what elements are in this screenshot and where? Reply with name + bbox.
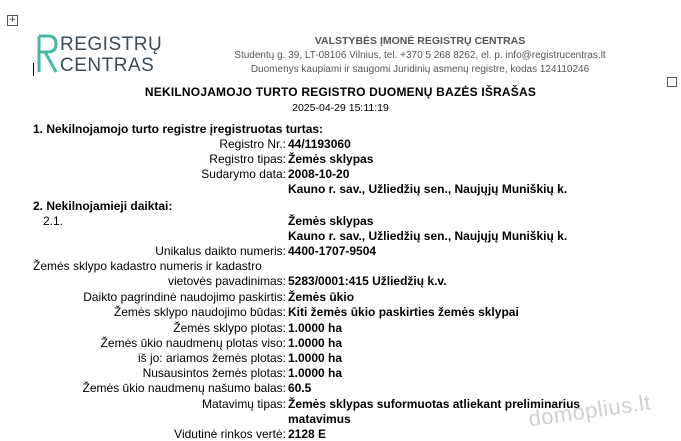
logo-line2: CENTRAS [60, 55, 155, 76]
row-label: Žemės sklypo plotas: [173, 321, 286, 335]
row-value: Žemės sklypas [288, 152, 374, 166]
row-value: 1.0000 ha [288, 351, 343, 365]
registru-centras-logo [36, 34, 166, 78]
section2-heading: 2. Nekilnojamieji daiktai: [33, 199, 173, 213]
table-row [0, 152, 681, 166]
row-label: Vidutinė rinkos vertė: [174, 427, 286, 441]
row-label: Žemės ūkio naudmenų našumo balas: [82, 381, 286, 395]
row-label: Daikto pagrindinė naudojimo paskirtis: [83, 290, 286, 304]
table-row [0, 336, 681, 350]
table-move-handle-icon[interactable]: + [8, 15, 17, 25]
item-number: 2.1. [43, 214, 64, 228]
row-value: Žemės sklypas suformuotas atliekant preliminarius [288, 397, 581, 411]
watermark: domoplius.lt [526, 389, 653, 432]
table-row [0, 366, 681, 380]
cadastre-label-line2: vietovės pavadinimas: [167, 274, 286, 288]
row-value: 2128 E [288, 427, 327, 441]
row-label: Žemės sklypo naudojimo būdas: [113, 305, 286, 319]
logo-text [60, 34, 162, 76]
table-row [0, 137, 681, 151]
table-row [0, 381, 681, 395]
row-value: 60.5 [288, 381, 312, 395]
table-row [0, 214, 681, 228]
row-value: 1.0000 ha [288, 321, 343, 335]
table-row [0, 321, 681, 335]
org-name: VALSTYBĖS ĮMONĖ REGISTRŲ CENTRAS [314, 35, 526, 47]
row-value: 1.0000 ha [288, 336, 343, 350]
org-note: Duomenys kaupiami ir saugomi Juridinių asmenų registre, kodas 124110246 [250, 64, 590, 75]
table-row [0, 274, 681, 288]
row-label: Unikalus daikto numeris: [155, 244, 286, 258]
table-row [0, 290, 681, 304]
row-label: Sudarymo data: [201, 167, 286, 181]
cadastre-label-line1: Žemės sklypo kadastro numeris ir kadastro [33, 259, 262, 273]
row-value: 44/1193060 [288, 137, 351, 151]
text-cursor [33, 63, 34, 76]
section1-heading: 1. Nekilnojamojo turto registre įregistruotas turtas: [33, 122, 324, 136]
row-label: iš jo: ariamos žemės plotas: [137, 351, 286, 365]
row-value: Kiti žemės ūkio paskirties žemės sklypai [288, 305, 519, 319]
row-value-continued: matavimus [288, 412, 351, 426]
row-value: Kauno r. sav., Užliedžių sen., Naujųjų Muniškių k. [288, 182, 568, 196]
logo-mark-icon [36, 34, 58, 76]
logo-line1: REGISTRŲ [60, 34, 163, 55]
item-type: Žemės sklypas [288, 214, 374, 228]
document-title: NEKILNOJAMOJO TURTO REGISTRO DUOMENŲ BAZĖS IŠRAŠAS [144, 85, 537, 99]
table-row [0, 229, 681, 243]
row-label: Registro tipas: [209, 152, 286, 166]
row-value: 1.0000 ha [288, 366, 343, 380]
row-value: 4400-1707-9504 [288, 244, 377, 258]
org-address: Studentų g. 39, LT-08106 Vilnius, tel. +370 5 268 8262, el. p. info@registrucentras.lt [234, 50, 606, 61]
row-value: Žemės ūkio [288, 290, 355, 304]
item-address: Kauno r. sav., Užliedžių sen., Naujųjų Muniškių k. [288, 229, 568, 243]
table-row [0, 351, 681, 365]
table-row [0, 305, 681, 319]
row-value: 2008-10-20 [288, 167, 350, 181]
row-label: Matavimų tipas: [201, 397, 286, 411]
row-label: Žemės ūkio naudmenų plotas viso: [100, 336, 286, 350]
document-datetime: 2025-04-29 15:11:19 [292, 102, 389, 114]
cadastre-value: 5283/0001:415 Užliedžių k.v. [288, 274, 447, 288]
table-row [0, 182, 681, 196]
row-label: Nusausintos žemės plotas: [142, 366, 286, 380]
table-row [0, 167, 681, 181]
table-row [0, 427, 681, 441]
table-row [0, 244, 681, 258]
row-label: Registro Nr.: [219, 137, 286, 151]
